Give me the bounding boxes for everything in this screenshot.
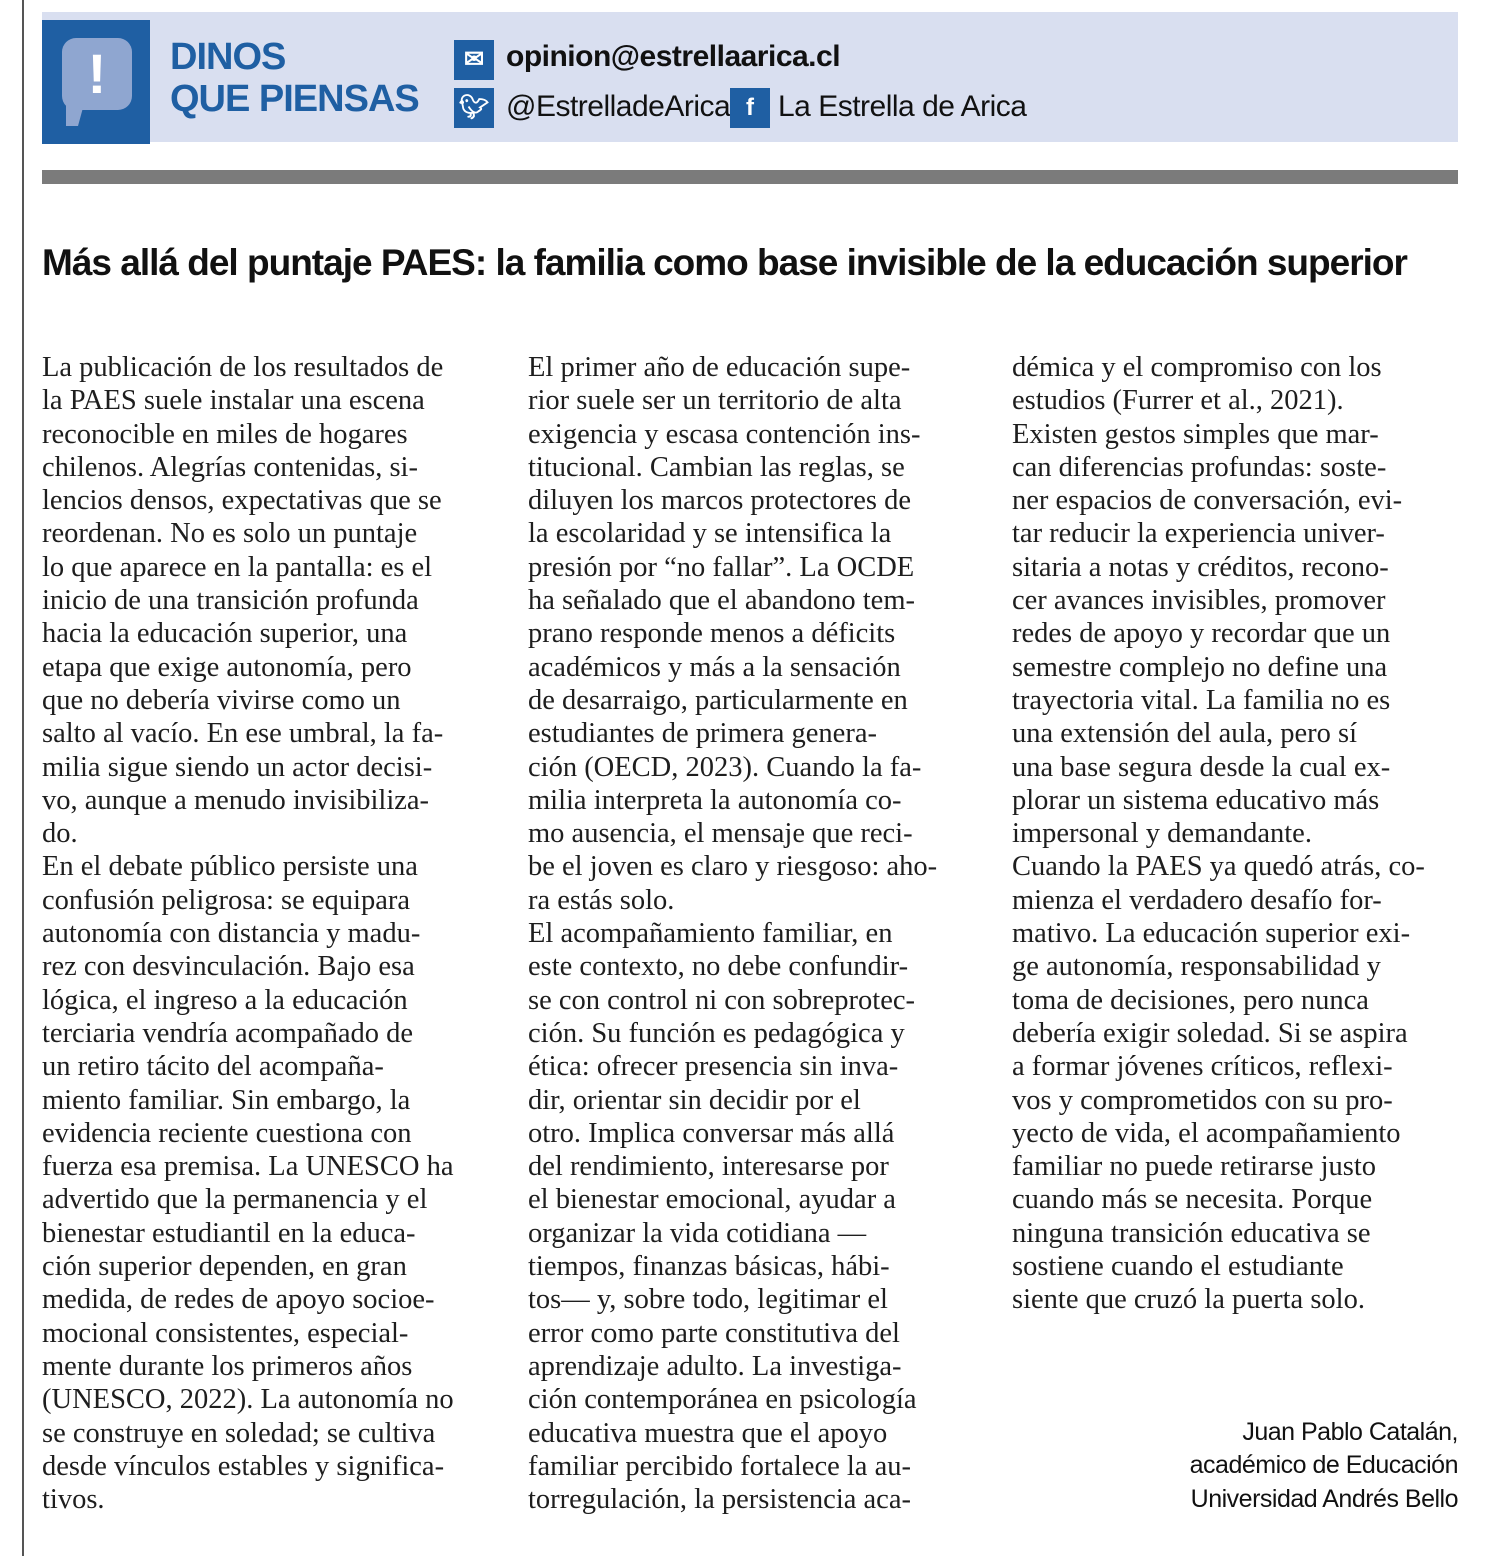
section-title: DINOS QUE PIENSAS (170, 36, 419, 120)
author-role: académico de Educación (1189, 1451, 1458, 1480)
text-line: ninguna transición educativa se (1012, 1217, 1371, 1249)
text-line: de desarraigo, particularmente en (528, 684, 908, 716)
text-line: estudiantes de primera genera- (528, 718, 877, 750)
text-line: se con control ni con sobreprotec- (528, 984, 915, 1016)
text-line: mienza el verdadero desafío for- (1012, 884, 1382, 916)
text-line: plorar un sistema educativo más (1012, 784, 1380, 816)
opinion-banner (42, 12, 1458, 142)
text-line: milia interpreta la autonomía co- (528, 784, 902, 816)
text-line: mente durante los primeros años (42, 1350, 413, 1382)
text-line: reconocible en miles de hogares (42, 418, 408, 450)
text-line: La publicación de los resultados de (42, 352, 444, 383)
twitter-icon: 🐦︎ (454, 88, 494, 128)
text-line: mo ausencia, el mensaje que reci- (528, 818, 913, 850)
text-line: presión por “no fallar”. La OCDE (528, 551, 915, 583)
text-line: do. (42, 818, 78, 850)
text-line: semestre complejo no define una (1012, 651, 1388, 683)
text-line: confusión peligrosa: se equipara (42, 884, 411, 916)
text-line: este contexto, no debe confundir- (528, 951, 909, 983)
text-line: fuerza esa premisa. La UNESCO ha (42, 1151, 454, 1183)
text-line: aprendizaje adulto. La investiga- (528, 1350, 902, 1382)
text-line: desde vínculos estables y significa- (42, 1450, 445, 1482)
text-line: debería exigir soledad. Si se aspira (1012, 1017, 1408, 1049)
text-line: mocional consistentes, especial- (42, 1317, 409, 1349)
text-line: la escolaridad y se intensifica la (528, 518, 892, 550)
text-line: ción contemporánea en psicología (528, 1384, 917, 1416)
text-line: impersonal y demandante. (1012, 818, 1312, 850)
text-line: vo, aunque a menudo invisibiliza- (42, 784, 430, 816)
text-line: (UNESCO, 2022). La autonomía no (42, 1384, 454, 1416)
text-line: error como parte constitutiva del (528, 1317, 900, 1349)
text-line: trayectoria vital. La familia no es (1012, 684, 1391, 716)
contact-email[interactable]: opinion@estrellaarica.cl (506, 40, 841, 73)
text-line: familiar no puede retirarse justo (1012, 1151, 1377, 1183)
text-line: El acompañamiento familiar, en (528, 918, 893, 950)
text-line: cer avances invisibles, promover (1012, 585, 1386, 617)
text-line: cuando más se necesita. Porque (1012, 1184, 1373, 1216)
text-line: Cuando la PAES ya quedó atrás, co- (1012, 851, 1425, 883)
text-line: tivos. (42, 1484, 105, 1516)
text-line: chilenos. Alegrías contenidas, si- (42, 451, 418, 483)
article-column-2 (528, 351, 937, 1516)
text-line: dir, orientar sin decidir por el (528, 1084, 861, 1116)
text-line: hacia la educación superior, una (42, 618, 408, 650)
text-line: ner espacios de conversación, evi- (1012, 485, 1403, 517)
text-line: El primer año de educación supe- (528, 352, 911, 383)
text-line: sostiene cuando el estudiante (1012, 1251, 1344, 1283)
text-line: lógica, el ingreso a la educación (42, 984, 408, 1016)
text-line: organizar la vida cotidiana — (528, 1217, 867, 1249)
text-line: mativo. La educación superior exi- (1012, 918, 1411, 950)
text-line: ción (OECD, 2023). Cuando la fa- (528, 751, 922, 783)
page-edge-rule (22, 0, 24, 1556)
text-line: be el joven es claro y riesgoso: aho- (528, 851, 938, 883)
text-line: toma de decisiones, pero nunca (1012, 984, 1369, 1016)
text-line: académicos y más a la sensación (528, 651, 901, 683)
text-line: advertido que la permanencia y el (42, 1184, 428, 1216)
text-line: una extensión del aula, pero sí (1012, 718, 1358, 750)
facebook-icon: f (730, 88, 770, 128)
text-line: estudios (Furrer et al., 2021). (1012, 385, 1344, 417)
text-line: que no debería vivirse como un (42, 684, 401, 716)
text-line: prano responde menos a déficits (528, 618, 896, 650)
text-line: autonomía con distancia y madu- (42, 918, 421, 950)
text-line: titucional. Cambian las reglas, se (528, 451, 905, 483)
text-line: educativa muestra que el apoyo (528, 1417, 888, 1449)
text-line: un retiro tácito del acompaña- (42, 1051, 384, 1083)
text-line: exigencia y escasa contención ins- (528, 418, 921, 450)
text-line: rior suele ser un territorio de alta (528, 385, 902, 417)
text-line: démica y el compromiso con los (1012, 352, 1382, 383)
text-line: yecto de vida, el acompañamiento (1012, 1117, 1401, 1149)
text-line: ción. Su función es pedagógica y (528, 1017, 905, 1049)
text-line: medida, de redes de apoyo socioe- (42, 1284, 435, 1316)
text-line: ción superior dependen, en gran (42, 1251, 407, 1283)
article-column-3 (1012, 351, 1425, 1317)
text-line: ge autonomía, responsabilidad y (1012, 951, 1381, 983)
text-line: la PAES suele instalar una escena (42, 385, 425, 417)
text-line: inicio de una transición profunda (42, 585, 419, 617)
contact-facebook[interactable]: La Estrella de Arica (778, 90, 1027, 123)
text-line: del rendimiento, interesarse por (528, 1151, 889, 1183)
section-divider (42, 170, 1458, 184)
text-line: salto al vacío. En ese umbral, la fa- (42, 718, 444, 750)
text-line: miento familiar. Sin embargo, la (42, 1084, 411, 1116)
text-line: etapa que exige autonomía, pero (42, 651, 412, 683)
text-line: diluyen los marcos protectores de (528, 485, 912, 517)
author-name: Juan Pablo Catalán, (1242, 1418, 1458, 1446)
text-line: tos— y, sobre todo, legitimar el (528, 1284, 888, 1316)
text-line: can diferencias profundas: soste- (1012, 451, 1387, 483)
text-line: lencios densos, expectativas que se (42, 485, 442, 517)
text-line: tar reducir la experiencia univer- (1012, 518, 1385, 550)
text-line: bienestar estudiantil en la educa- (42, 1217, 416, 1249)
text-line: rez con desvinculación. Bajo esa (42, 951, 415, 983)
text-line: redes de apoyo y recordar que un (1012, 618, 1391, 650)
article-column-1 (42, 351, 454, 1516)
text-line: terciaria vendría acompañado de (42, 1017, 414, 1049)
author-institution: Universidad Andrés Bello (1190, 1484, 1458, 1513)
text-line: otro. Implica conversar más allá (528, 1117, 895, 1149)
article-title: Más allá del puntaje PAES: la familia como base invisible de la educación superior (42, 242, 1407, 283)
text-line: ética: ofrecer presencia sin inva- (528, 1051, 899, 1083)
text-line: reordenan. No es solo un puntaje (42, 518, 418, 550)
text-line: siente que cruzó la puerta solo. (1012, 1284, 1365, 1316)
author-signature (1190, 1416, 1458, 1516)
text-line: milia sigue siendo un actor decisi- (42, 751, 433, 783)
text-line: se construye en soledad; se cultiva (42, 1417, 436, 1449)
text-line: torregulación, la persistencia aca- (528, 1484, 911, 1516)
text-line: vos y comprometidos con su pro- (1012, 1084, 1393, 1116)
text-line: una base segura desde la cual ex- (1012, 751, 1391, 783)
text-line: ra estás solo. (528, 884, 675, 916)
text-line: familiar percibido fortalece la au- (528, 1450, 911, 1482)
text-line: a formar jóvenes críticos, reflexi- (1012, 1051, 1393, 1083)
text-line: evidencia reciente cuestiona con (42, 1117, 412, 1149)
mail-icon: ✉ (454, 40, 494, 80)
text-line: lo que aparece en la pantalla: es el (42, 551, 433, 583)
text-line: ha señalado que el abandono tem- (528, 585, 915, 617)
text-line: tiempos, finanzas básicas, hábi- (528, 1251, 890, 1283)
contact-twitter[interactable]: @EstrelladeArica (506, 90, 731, 123)
text-line: el bienestar emocional, ayudar a (528, 1184, 896, 1216)
text-line: Existen gestos simples que mar- (1012, 418, 1379, 450)
text-line: En el debate público persiste una (42, 851, 418, 883)
text-line: sitaria a notas y créditos, recono- (1012, 551, 1389, 583)
section-logo: ! (42, 20, 150, 144)
